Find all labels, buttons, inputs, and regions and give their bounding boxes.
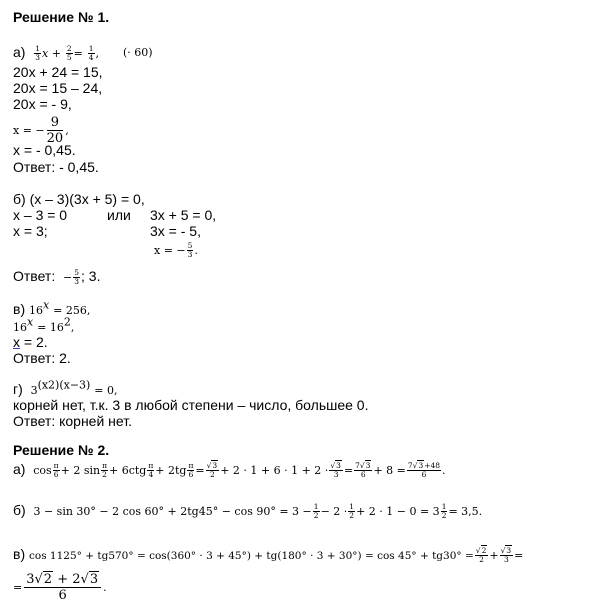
fraction: $\frac{1}{4}$ (88, 43, 94, 62)
sol1-g-answer: Ответ: корней нет. (13, 413, 132, 429)
sol1-g-line2: корней нет, т.к. 3 в любой степени – число, большее 0. (13, 397, 369, 413)
sol1-b-or: или (107, 207, 131, 223)
sol1-a-line2: 20x + 24 = 15, (13, 64, 103, 80)
fraction: $\frac{1}{2}$ (349, 501, 355, 520)
fraction: $\frac{9}{20}$ (46, 115, 64, 146)
sol1-a-answer: Ответ: - 0,45. (13, 159, 99, 175)
sol1-b-line3-left: x = 3; (13, 223, 48, 239)
fraction: $\frac{\pi}{6}$ (53, 460, 59, 479)
fraction: $\frac{√3}{3}$ (500, 545, 512, 564)
sol2-a-line: а) cos $\frac{\pi}{6}$ + 2 sin $\frac{\pi}{2}$ + 6ctg $\frac{\pi}{4}$ + 2tg $\frac{\pi}{6}$ = $\frac{√3}{2}$ + 2 · 1 + 6 · 1 + 2 · $\frac{√3}{3}$ = $\frac{7√3}{6}$ + 8 = $\frac{7√3+48}{6}$ . (13, 460, 446, 479)
fraction: $\frac{\pi}{4}$ (148, 460, 154, 479)
sol1-a-line1: а) $\frac{1}{3}$ x + $\frac{2}{5}$ = $\frac{1}{4}$ , (13, 43, 99, 62)
sol1-b-line3-right: 3x = - 5, (150, 223, 201, 239)
sol1-v-line2: $16^x = 16^2$, (13, 315, 75, 334)
fraction: $\frac{√2}{2}$ (475, 545, 487, 564)
fraction: $\frac{1}{2}$ (441, 501, 447, 520)
fraction: $\frac{5}{3}$ (74, 267, 79, 286)
sol1-a-line3: 20x = 15 – 24, (13, 80, 103, 96)
sol2-v-line1: в) cos 1125° + tg570° = cos(360° · 3 + 45°) + tg(180° · 3 + 30°) = cos 45° + tg30° = $\frac{√2}{2}$ + $\frac{√3}{3}$ = (13, 545, 524, 564)
fraction: $\frac{\pi}{6}$ (188, 460, 194, 479)
sol1-b-line4: x = − $\frac{5}{3}$ . (154, 240, 198, 259)
sol1-a-label: а) (13, 44, 26, 60)
sol1-b-line1: б) (x – 3)(3x + 5) = 0, (13, 191, 145, 207)
sol1-v-answer: Ответ: 2. (13, 350, 71, 366)
sol1-a-line4: 20x = - 9, (13, 96, 72, 112)
sol2-b-line: б) 3 − sin 30° − 2 cos 60° + 2tg45° − cos 90° = 3 − $\frac{1}{2}$ − 2 · $\frac{1}{2}$ + 2 · 1 − 0 = 3 $\frac{1}{2}$ = 3,5. (13, 501, 483, 520)
sol1-a-line6: x = - 0,45. (13, 142, 76, 158)
solution-1-title: Решение № 1. (13, 9, 110, 25)
fraction: $\frac{7√3+48}{6}$ (407, 460, 441, 479)
sol1-b-answer: Ответ: − $\frac{5}{3}$ ; 3. (13, 267, 101, 286)
solution-2-title: Решение № 2. (13, 442, 110, 458)
sol1-b-line2-right: 3x + 5 = 0, (150, 207, 217, 223)
sol1-b-line2-left: x – 3 = 0 (13, 207, 68, 223)
fraction: $\frac{5}{3}$ (187, 240, 193, 259)
fraction: $\frac{7√3}{6}$ (355, 460, 371, 479)
fraction: $\frac{\pi}{2}$ (102, 460, 108, 479)
sol1-v-line1: в) 16$^x$ = 256, (13, 298, 91, 317)
fraction: $\frac{1}{3}$ (35, 43, 41, 62)
fraction: $\frac{3√2 + 2√3}{6}$ (24, 572, 101, 603)
fraction: $\frac{2}{5}$ (66, 43, 72, 62)
sol2-v-line2: = $\frac{3√2 + 2√3}{6}$ . (13, 572, 107, 603)
fraction: $\frac{1}{2}$ (313, 501, 319, 520)
sol1-v-line3: x = 2. (13, 334, 48, 350)
fraction: $\frac{√3}{3}$ (330, 460, 341, 479)
sol1-a-line5: x = − $\frac{9}{20}$ , (13, 115, 69, 146)
sol1-a-multiplier: (· 60) (123, 46, 153, 59)
fraction: $\frac{√3}{2}$ (206, 460, 218, 479)
sol1-g-line1: г) $3^{(x2)(x-3)} = 0$, (13, 378, 118, 397)
